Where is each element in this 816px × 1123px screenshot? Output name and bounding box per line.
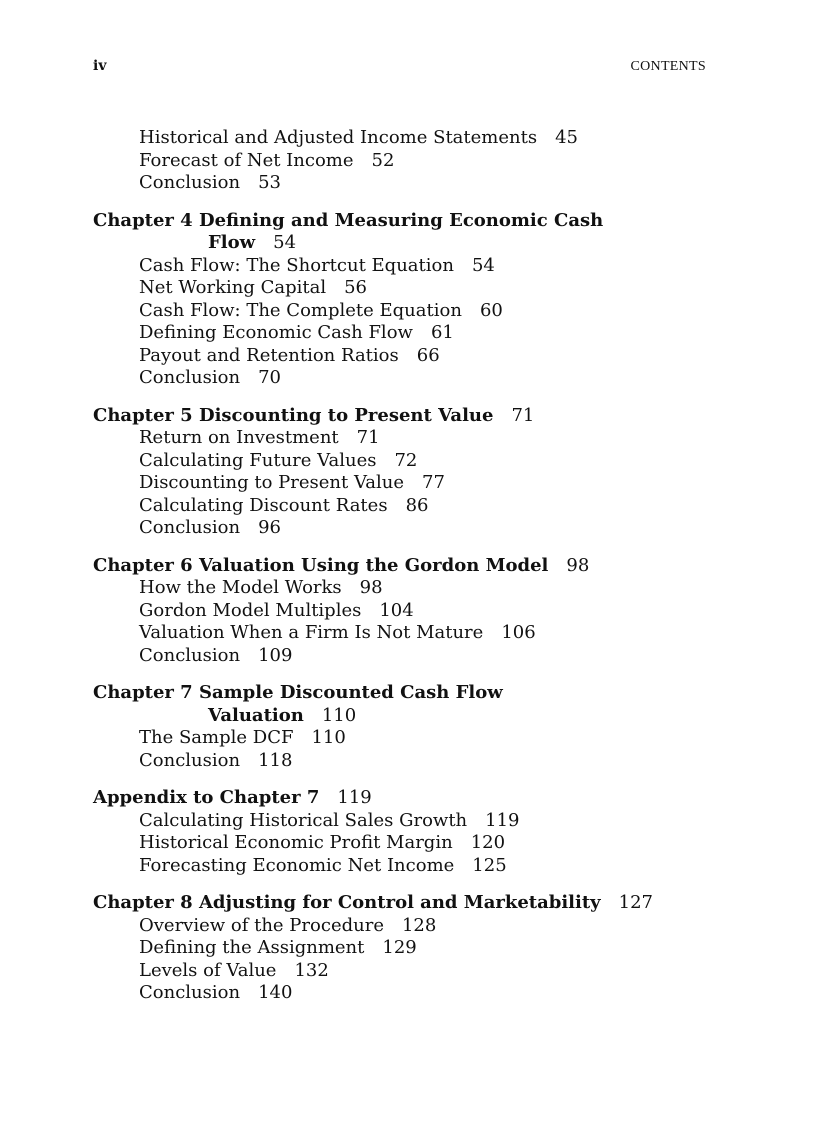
toc-entry-page: 120 [470,832,506,853]
toc-entry[interactable] [93,517,753,540]
chapter-section-6 [93,555,753,668]
chapter-heading[interactable] [93,787,753,810]
chapter-heading-continued[interactable] [93,705,753,728]
chapter-title-continued: Valuation [208,704,304,726]
toc-entry-title: Conclusion [139,172,241,193]
toc-entry-page: 70 [258,367,281,388]
toc-entry-title: Forecasting Economic Net Income [139,854,455,876]
toc-entry[interactable] [93,855,753,878]
toc-entry-title: Cash Flow: The Shortcut Equation [139,254,454,276]
toc-entry-title: Historical and Adjusted Income Statements [139,127,538,148]
toc-entry-title: Valuation When a Firm Is Not Mature [139,622,484,643]
continued-section [93,127,753,195]
toc-entry-page: 125 [472,854,507,876]
toc-entry[interactable] [93,127,753,150]
toc-entry-page: 129 [382,937,417,958]
toc-entry-title: Cash Flow: The Complete Equation [139,299,462,321]
chapter-heading[interactable] [93,682,753,705]
toc-entry-title: Levels of Value [139,959,277,981]
toc-entry-page: 132 [294,959,329,981]
toc-entry-page: 86 [405,494,429,516]
toc-entry-title: Net Working Capital [139,277,327,298]
chapter-title: Chapter 6 Valuation Using the Gordon Model [93,554,549,576]
toc-entry[interactable] [93,645,753,668]
toc-entry-page: 98 [359,577,383,598]
toc-entry-page: 60 [479,299,503,321]
toc-entry[interactable] [93,750,753,773]
toc-entry[interactable] [93,937,753,960]
toc-entry-page: 118 [258,749,293,771]
chapter-title: Appendix to Chapter 7 [93,787,320,808]
toc-entry[interactable] [93,727,753,750]
toc-entry[interactable] [93,982,753,1005]
toc-entry-title: The Sample DCF [139,727,294,748]
toc-entry-page: 71 [356,427,380,448]
toc-entry-page: 96 [258,517,281,538]
toc-entry-title: Defining the Assignment [139,937,365,958]
toc-entry[interactable] [93,622,753,645]
toc-entry[interactable] [93,322,753,345]
page-number: iv [93,58,107,74]
toc-entry-page: 66 [416,344,440,366]
toc-entry[interactable] [93,427,753,450]
chapter-heading[interactable] [93,210,753,233]
toc-entry-page: 119 [485,809,520,831]
page-header [93,58,706,80]
chapter-page: 98 [566,554,590,576]
toc-entry-title: Calculating Discount Rates [139,494,388,516]
chapter-page: 71 [511,404,535,426]
chapter-heading[interactable] [93,555,753,578]
chapter-title: Chapter 8 Adjusting for Control and Marketability [93,892,601,913]
chapter-page: 127 [618,892,653,913]
chapter-title-continued: Flow [208,232,256,253]
toc-entry-title: Forecast of Net Income [139,149,354,171]
toc-entry-title: Conclusion [139,644,241,666]
toc-entry-title: Payout and Retention Ratios [139,344,399,366]
toc-entry[interactable] [93,915,753,938]
chapter-heading[interactable] [93,405,753,428]
toc-entry-title: Discounting to Present Value [139,472,405,493]
toc-entry[interactable] [93,495,753,518]
table-of-contents [93,127,753,1020]
chapter-title: Chapter 4 Defining and Measuring Economic Cash [93,209,604,231]
toc-entry[interactable] [93,367,753,390]
toc-entry[interactable] [93,810,753,833]
toc-entry-page: 54 [471,254,495,276]
toc-entry[interactable] [93,832,753,855]
toc-entry-page: 56 [344,277,367,298]
chapter-heading-continued[interactable] [93,232,753,255]
toc-entry-title: Gordon Model Multiples [139,599,362,621]
toc-entry[interactable] [93,255,753,278]
toc-entry-title: Conclusion [139,367,241,388]
toc-entry[interactable] [93,172,753,195]
toc-entry[interactable] [93,150,753,173]
toc-entry-page: 109 [258,644,293,666]
toc-entry-page: 110 [311,727,346,748]
toc-entry-page: 72 [394,449,418,471]
toc-entry-title: How the Model Works [139,577,342,598]
chapter-page: 110 [321,704,357,726]
toc-entry-page: 53 [258,172,281,193]
toc-entry-page: 52 [371,149,395,171]
chapter-title: Chapter 7 Sample Discounted Cash Flow [93,682,503,703]
chapter-page: 54 [273,232,297,253]
chapter-title: Chapter 5 Discounting to Present Value [93,404,494,426]
toc-entry-title: Conclusion [139,982,241,1003]
appendix-section [93,787,753,877]
chapter-section-8 [93,892,753,1005]
toc-entry-page: 140 [258,982,293,1003]
toc-entry-page: 45 [555,127,578,148]
toc-entry-page: 77 [422,472,445,493]
running-head: CONTENTS [630,59,706,74]
toc-entry[interactable] [93,577,753,600]
toc-entry-title: Defining Economic Cash Flow [139,322,413,343]
toc-entry-title: Calculating Future Values [139,449,377,471]
toc-entry[interactable] [93,600,753,623]
chapter-heading[interactable] [93,892,753,915]
chapter-page: 119 [337,787,372,808]
toc-entry-title: Overview of the Procedure [139,914,384,936]
chapter-section-4 [93,210,753,390]
toc-entry-page: 128 [401,914,437,936]
toc-entry-page: 61 [430,322,454,343]
toc-entry-title: Return on Investment [139,427,339,448]
toc-entry-title: Conclusion [139,749,241,771]
toc-entry-page: 104 [379,599,414,621]
toc-entry-title: Calculating Historical Sales Growth [139,809,468,831]
toc-entry[interactable] [93,450,753,473]
toc-entry[interactable] [93,277,753,300]
toc-entry[interactable] [93,345,753,368]
toc-entry[interactable] [93,960,753,983]
toc-entry-page: 106 [501,622,536,643]
toc-entry-title: Conclusion [139,517,241,538]
toc-entry[interactable] [93,300,753,323]
chapter-section-5 [93,405,753,540]
toc-entry[interactable] [93,472,753,495]
chapter-section-7 [93,682,753,772]
toc-entry-title: Historical Economic Profit Margin [139,832,453,853]
